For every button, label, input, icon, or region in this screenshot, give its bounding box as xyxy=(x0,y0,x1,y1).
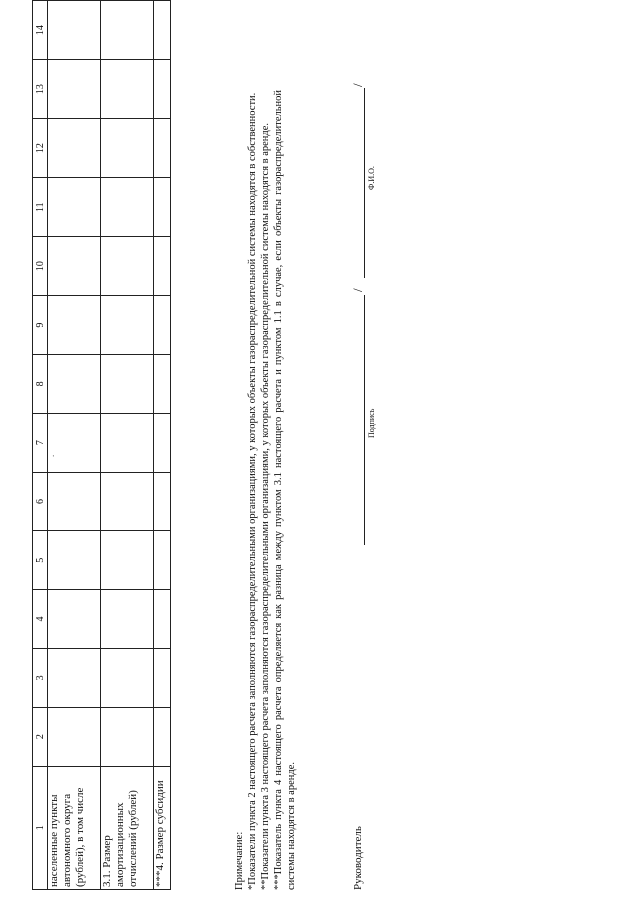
table-cell xyxy=(101,178,154,237)
table-header-row xyxy=(33,1,48,890)
table-cell xyxy=(101,237,154,296)
head-label: Руководитель xyxy=(352,826,364,890)
header-cell: 4 xyxy=(33,590,48,649)
table-cell xyxy=(101,119,154,178)
table-cell xyxy=(101,296,154,355)
row-label: ***4. Размер субсидии xyxy=(154,766,171,889)
table-cell xyxy=(154,119,171,178)
header-cell: 8 xyxy=(33,354,48,413)
table-cell xyxy=(101,354,154,413)
table-row xyxy=(101,1,154,890)
table-cell xyxy=(154,178,171,237)
table-cell xyxy=(48,60,101,119)
table-cell xyxy=(48,531,101,590)
note-1: *Показатели пункта 2 настоящего расчета заполняются газораспределительными организациями, у которых объекты газораспределительной системы находятся в собственности. xyxy=(247,92,258,890)
table-cell xyxy=(48,178,101,237)
header-cell: 13 xyxy=(33,60,48,119)
table-cell xyxy=(48,1,101,60)
signature-caption: Подпись xyxy=(367,408,376,438)
table-cell xyxy=(154,237,171,296)
table-cell xyxy=(154,472,171,531)
header-cell: 9 xyxy=(33,296,48,355)
table-cell xyxy=(48,590,101,649)
name-line xyxy=(364,88,365,278)
header-cell: 10 xyxy=(33,237,48,296)
notes-block xyxy=(233,90,298,890)
table-cell xyxy=(154,590,171,649)
name-caption: Ф.И.О. xyxy=(367,166,376,190)
header-cell: 5 xyxy=(33,531,48,590)
table-cell xyxy=(101,413,154,472)
table-cell xyxy=(154,531,171,590)
table-cell xyxy=(154,413,171,472)
table-cell xyxy=(101,531,154,590)
note-3: ***Показатель пункта 4 настоящего расчета определяется как разница между пунктом 3.1 настоящего расчета и пунктом 1.1 в случае, если объекты газораспределительной системы находятся в аренде. xyxy=(273,90,297,890)
table-cell xyxy=(48,707,101,766)
table-cell xyxy=(101,472,154,531)
separator-slash: / xyxy=(350,83,365,87)
note-2: **Показатели пункта 3 настоящего расчета заполняются газораспределительными организациями, у которых объекты газораспределительной системы находятся в аренде. xyxy=(260,122,271,890)
separator-slash: / xyxy=(350,288,365,292)
table-cell xyxy=(48,472,101,531)
header-cell: 3 xyxy=(33,648,48,707)
calculation-table xyxy=(32,0,171,890)
signature-block xyxy=(350,83,392,890)
row-label: 3.1. Размер амортизационных отчислений (рублей) xyxy=(101,766,154,889)
table-cell xyxy=(101,60,154,119)
notes-title: Примечание: xyxy=(234,831,245,890)
table-cell xyxy=(154,354,171,413)
page-mark: . xyxy=(46,454,56,457)
table-cell xyxy=(154,60,171,119)
table-row xyxy=(48,1,101,890)
table-cell xyxy=(154,1,171,60)
header-cell: 11 xyxy=(33,178,48,237)
table-cell xyxy=(101,648,154,707)
header-cell: 7 xyxy=(33,413,48,472)
table-cell xyxy=(48,119,101,178)
signature-line xyxy=(364,295,365,545)
row-label: населенные пункты автономного округа (рублей), в том числе xyxy=(48,766,101,889)
table-cell xyxy=(48,237,101,296)
header-cell: 14 xyxy=(33,1,48,60)
table-cell xyxy=(101,1,154,60)
table-cell xyxy=(154,648,171,707)
table-cell xyxy=(48,648,101,707)
header-cell: 2 xyxy=(33,707,48,766)
header-cell: 1 xyxy=(33,766,48,889)
header-cell: 6 xyxy=(33,472,48,531)
table-cell xyxy=(101,590,154,649)
table-cell xyxy=(101,707,154,766)
table-row xyxy=(154,1,171,890)
header-cell: 12 xyxy=(33,119,48,178)
table-cell xyxy=(154,296,171,355)
table-cell xyxy=(48,296,101,355)
table-cell xyxy=(48,354,101,413)
table-cell xyxy=(48,413,101,472)
table-cell xyxy=(154,707,171,766)
